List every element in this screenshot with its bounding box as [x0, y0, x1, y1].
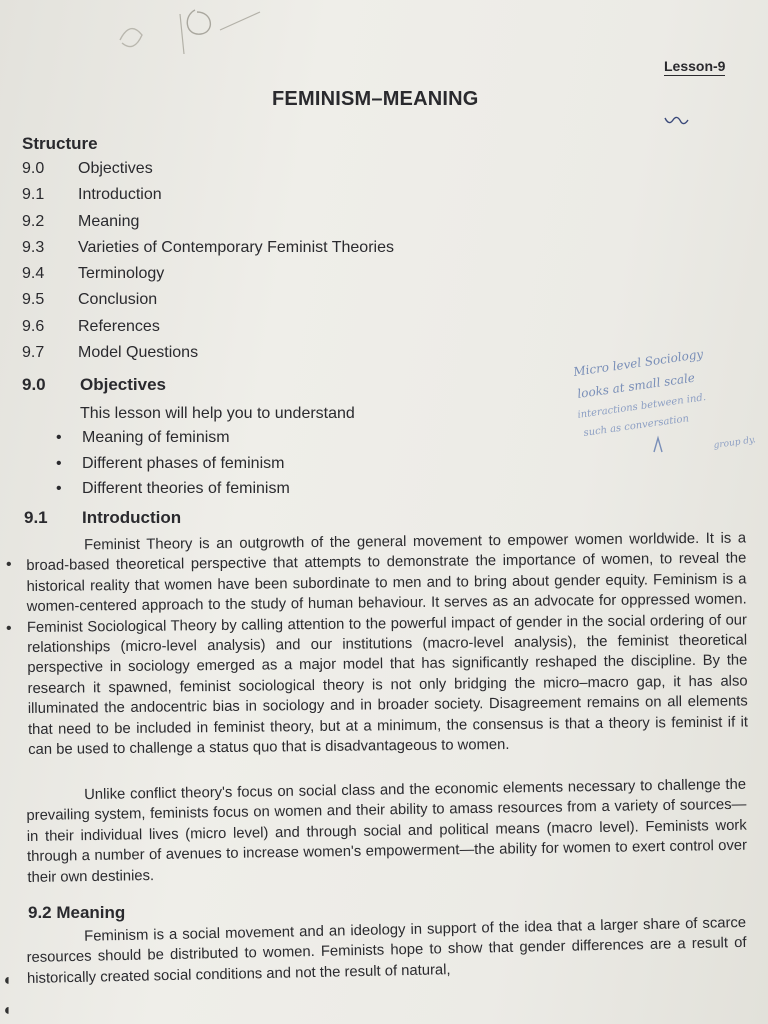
section-number: 9.0	[22, 375, 46, 394]
introduction-paragraph-2	[26, 775, 748, 888]
bullet-icon: •	[56, 480, 62, 497]
bullet-icon: •	[56, 454, 62, 472]
handwriting-line: such as conversation	[582, 413, 690, 439]
paragraph-text: Feminism is a social movement and an ideology in support of the idea that a larger share of scarce resources should be distributed to women. Feminists hope to show that gender differences are a result of historically created social conditions and not the result of natural,	[26, 914, 747, 987]
toc-number: 9.1	[22, 186, 45, 204]
paragraph-text: Feminist Theory is an outgrowth of the general movement to empower women worldwide. It is a broad-based theoretical perspective that attempts to demonstrate the importance of women, to reveal the historical reality that women have been subordinate to men and to bring about gender equity. Feminism is a women-centered approach to the study of human behaviour. It serves as an advocate for oppressed women. Feminist Sociological Theory by calling attention to the powerful impact of gender in the social ordering of our relationships (micro-level analysis) and our institutions (macro-level analysis), the feminist theoretical perspective in sociology emerged as a major model that has significantly reshaped the discipline. By the research it spawned, feminist sociological theory is not only bridging the micro–macro gap, it has also illuminated the andocentric bias in sociology and in broader society. Disagreement remains on all elements that need to be included in feminist theory, but at a minimum, the consensus is that a theory is feminist if it can be used to challenge a status quo that is disadvantageous to women.	[26, 530, 749, 759]
introduction-heading	[24, 508, 181, 528]
paragraph-text: Unlike conflict theory's focus on social class and the economic elements necessary to challenge the prevailing system, feminists focus on women and their ability to amass resources from a variety of sources—in their individual lives (micro level) and through social and political means (macro level). Feminists work through a number of avenues to increase women's empowerment—the ability for women to exert control over their own destinies.	[26, 776, 748, 886]
toc-number: 9.2	[22, 212, 45, 230]
handwriting-ink	[574, 348, 768, 458]
page-title: FEMINISM–MEANING	[272, 88, 479, 110]
toc-label: Terminology	[78, 265, 165, 283]
toc-number: 9.3	[22, 238, 45, 256]
toc-label: References	[78, 317, 160, 335]
toc-number: 9.6	[22, 317, 45, 335]
handwriting-line: group dy.	[713, 435, 757, 451]
list-item-text: Different theories of feminism	[82, 480, 290, 497]
toc-label: Model Questions	[78, 344, 199, 362]
handwritten-margin-note	[574, 348, 768, 458]
toc-number: 9.7	[22, 344, 45, 362]
objectives-heading	[22, 375, 166, 395]
section-title: Objectives	[80, 375, 166, 394]
list-item-text: Different phases of feminism	[82, 454, 285, 472]
toc-label: Varieties of Contemporary Feminist Theories	[78, 238, 394, 256]
bullet-icon: •	[56, 429, 62, 446]
pencil-scribble	[100, 0, 280, 70]
margin-mark: •	[6, 556, 12, 573]
handwriting-line: interactions between ind.	[576, 392, 707, 421]
toc-label: Objectives	[78, 160, 153, 177]
margin-mark: ◖	[2, 972, 12, 989]
toc-number: 9.0	[22, 160, 45, 177]
pen-tick-mark	[662, 108, 690, 130]
margin-mark: ◖	[2, 1002, 12, 1019]
structure-heading: Structure	[22, 134, 98, 153]
introduction-paragraph-1	[26, 528, 748, 760]
toc-number: 9.4	[22, 265, 45, 283]
toc-label: Introduction	[78, 186, 162, 204]
toc-label: Meaning	[78, 212, 140, 230]
margin-mark: •	[6, 620, 12, 637]
section-number: 9.1	[24, 508, 48, 527]
meaning-heading: 9.2 Meaning	[28, 903, 126, 922]
meaning-paragraph	[26, 913, 747, 989]
lesson-label: Lesson-9	[664, 58, 726, 74]
list-item-text: Meaning of feminism	[82, 429, 230, 446]
section-title: Introduction	[82, 508, 182, 527]
handwriting-line: Micro level Sociology	[574, 348, 705, 379]
objectives-intro: This lesson will help you to understand	[80, 405, 355, 422]
handwriting-line: looks at small scale	[576, 370, 696, 401]
toc-number: 9.5	[22, 291, 45, 309]
toc-label: Conclusion	[78, 291, 158, 309]
